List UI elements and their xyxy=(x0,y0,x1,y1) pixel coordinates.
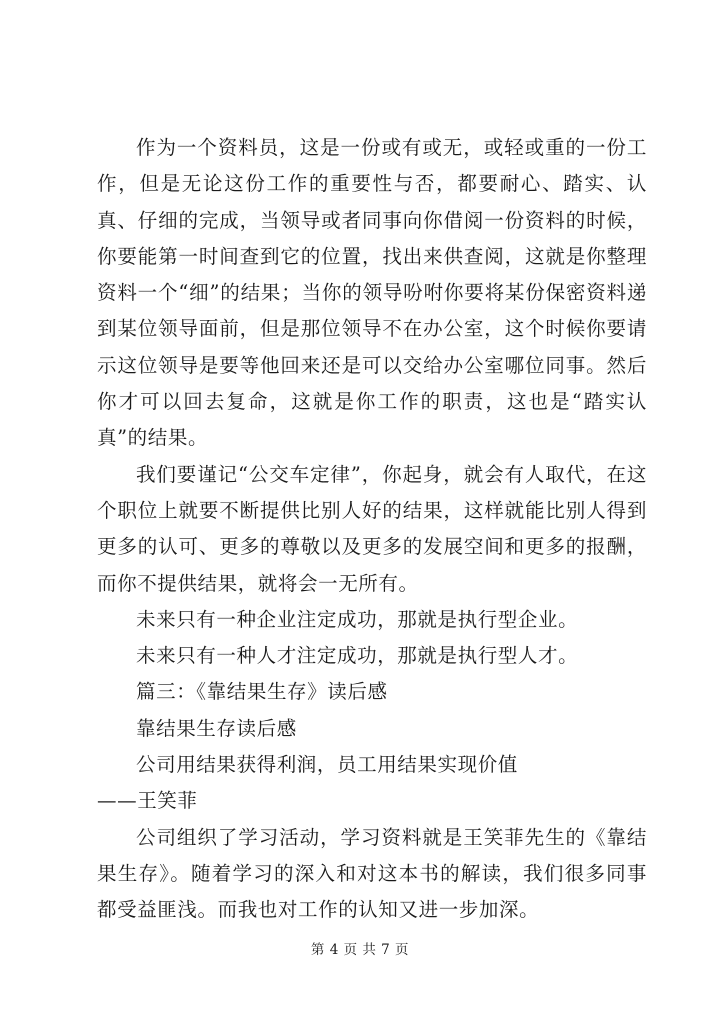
paragraph-talent-future: 未来只有一种人才注定成功，那就是执行型人才。 xyxy=(136,644,579,668)
paragraph-archivist-duties: 作为一个资料员，这是一份或有或无，或轻或重的一份工作，但是无论这份工作的重要性与否，都要耐心、踏实、认真、仔细的完成，当领导或者同事向你借阅一份资料的时候，你要能第一时间查到它的位置，找出来供查阅，这就是你整理资料一个“细”的结果；当你的领导吩咐你要将某份保密资料递到某位领导面前，但是那位领导不在办公室，这个时候你要请示这位领导是要等他回来还是可以交给办公室哪位同事。然后你才可以回去复命，这就是你工作的职责，这也是“踏实认真”的结果。 xyxy=(97,136,647,450)
page-number-footer: 第 4 页 共 7 页 xyxy=(310,942,410,958)
section-heading: 篇三：《靠结果生存》读后感 xyxy=(136,680,388,704)
article-title: 靠结果生存读后感 xyxy=(136,716,297,740)
paragraph-enterprise-future: 未来只有一种企业注定成功，那就是执行型企业。 xyxy=(136,607,579,631)
paragraph-bus-law: 我们要谨记“公交车定律”，你起身，就会有人取代，在这个职位上就要不断提供比别人好的结果，这样就能比别人得到更多的认可、更多的尊敬以及更多的发展空间和更多的报酬，而你不提供结果，就将会一无所有。 xyxy=(97,462,647,595)
paragraph-study-activity: 公司组织了学习活动，学习资料就是王笑菲先生的《靠结果生存》。随着学习的深入和对这本书的解读，我们很多同事都受益匪浅。而我也对工作的认知又进一步加深。 xyxy=(97,825,647,922)
document-body xyxy=(97,130,647,929)
article-subtitle: 公司用结果获得利润，员工用结果实现价值 xyxy=(136,753,518,777)
article-author: ——王笑菲 xyxy=(97,789,198,813)
